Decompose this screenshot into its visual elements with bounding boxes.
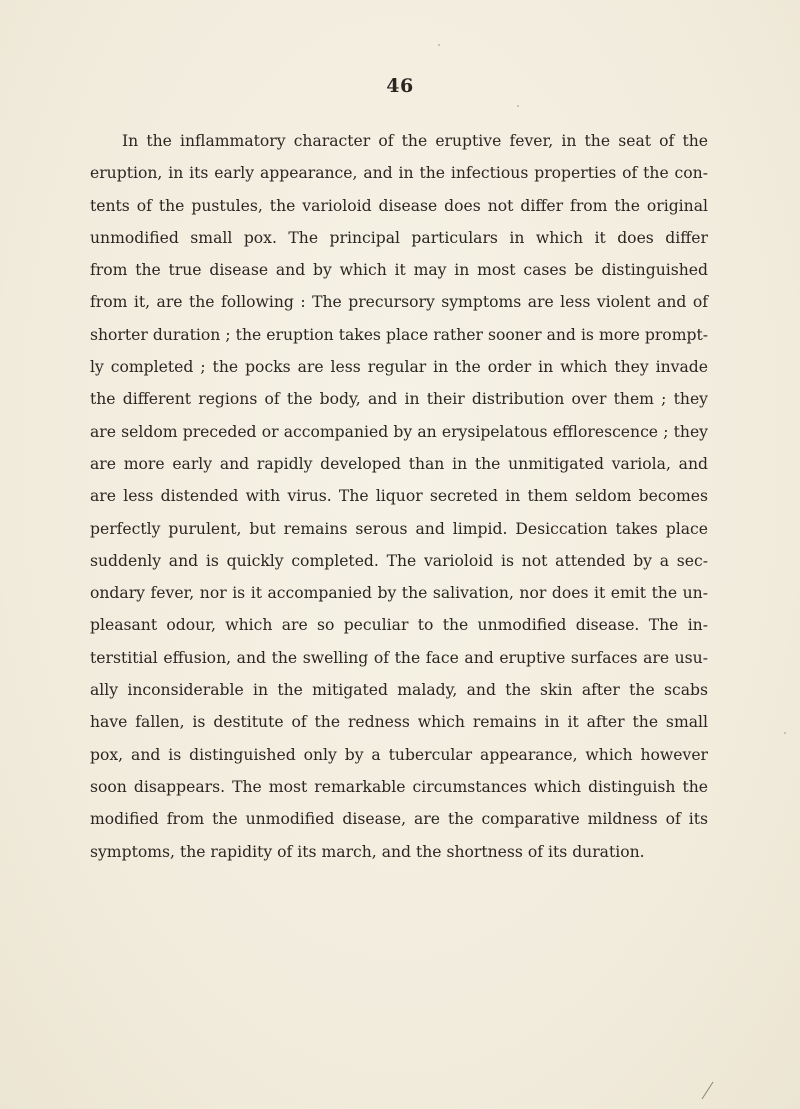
text-line: ally inconsiderable in the mitigated malady, and the skin after the scabs	[90, 681, 708, 700]
text-line: soon disappears. The most remarkable circumstances which distinguish the	[90, 777, 708, 796]
text-line: symptoms, the rapidity of its march, and the shortness of its duration.	[90, 842, 645, 861]
text-line: modified from the unmodified disease, are the comparative mildness of its	[90, 810, 708, 829]
body-paragraph	[90, 125, 708, 868]
pencil-mark	[700, 1080, 716, 1100]
text-line: are less distended with virus. The liquor secreted in them seldom becomes	[90, 487, 708, 506]
paper-speck	[438, 44, 440, 46]
text-line: from the true disease and by which it may in most cases be distinguished	[90, 261, 708, 280]
paper-speck	[517, 105, 519, 107]
text-line: are seldom preceded or accompanied by an erysipelatous efflorescence ; they	[90, 422, 708, 441]
text-line: pleasant odour, which are so peculiar to the unmodified disease. The in-	[90, 616, 708, 635]
text-line: ly completed ; the pocks are less regular in the order in which they invade	[90, 358, 708, 377]
paper-speck	[784, 732, 786, 734]
text-line: the different regions of the body, and in their distribution over them ; they	[90, 390, 708, 409]
text-line: suddenly and is quickly completed. The varioloid is not attended by a sec-	[90, 551, 708, 570]
text-line: unmodified small pox. The principal particulars in which it does differ	[90, 228, 708, 247]
text-line: from it, are the following : The precursory symptoms are less violent and of	[90, 293, 708, 312]
text-line: are more early and rapidly developed than in the unmitigated variola, and	[90, 454, 708, 473]
text-line: ondary fever, nor is it accompanied by the salivation, nor does it emit the un-	[90, 584, 708, 603]
text-line: In the inflammatory character of the eruptive fever, in the seat of the	[122, 132, 708, 150]
text-line: pox, and is distinguished only by a tubercular appearance, which however	[90, 745, 708, 764]
text-line: terstitial effusion, and the swelling of the face and eruptive surfaces are usu-	[90, 648, 708, 667]
text-line: eruption, in its early appearance, and in the infectious properties of the con-	[90, 164, 708, 183]
text-line: shorter duration ; the eruption takes place rather sooner and is more prompt-	[90, 325, 708, 344]
page-number: 46	[386, 75, 414, 97]
text-line: tents of the pustules, the varioloid disease does not differ from the original	[90, 196, 708, 215]
text-line: have fallen, is destitute of the redness which remains in it after the small	[90, 713, 708, 732]
text-line: perfectly purulent, but remains serous and limpid. Desiccation takes place	[90, 519, 708, 538]
